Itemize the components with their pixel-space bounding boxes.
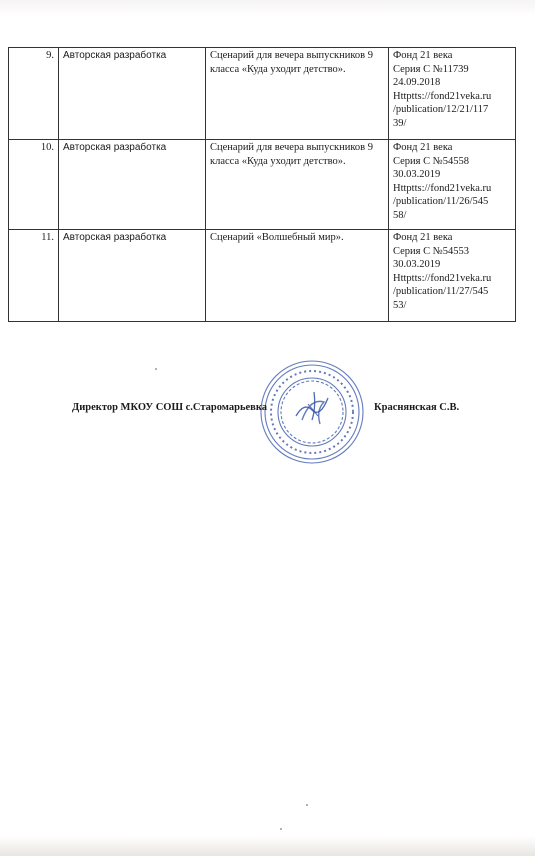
publication-info: Фонд 21 века Серия С №54553 30.03.2019 Httptts://fond21veka.ru /publication/11/27/545 53/ [389, 230, 516, 322]
row-number: 10. [9, 140, 59, 230]
director-name: Краснянская С.В. [374, 402, 460, 413]
table-row [9, 48, 516, 140]
work-title: Сценарий для вечера выпускников 9 класса «Куда уходит детство». [206, 140, 389, 230]
scan-bottom-edge [0, 836, 535, 856]
work-title: Сценарий «Волшебный мир». [206, 230, 389, 322]
publication-info: Фонд 21 века Серия С №11739 24.09.2018 Httptts://fond21veka.ru /publication/12/21/117 39/ [389, 48, 516, 140]
scan-speck [306, 804, 308, 806]
row-number: 9. [9, 48, 59, 140]
row-number: 11. [9, 230, 59, 322]
work-type: Авторская разработка [59, 48, 206, 140]
scan-speck [155, 368, 157, 370]
work-title: Сценарий для вечера выпускников 9 класса «Куда уходит детство». [206, 48, 389, 140]
work-type: Авторская разработка [59, 230, 206, 322]
publication-info: Фонд 21 века Серия С №54558 30.03.2019 Httptts://fond21veka.ru /publication/11/26/545 58/ [389, 140, 516, 230]
director-position: Директор МКОУ СОШ с.Старомарьевка [72, 402, 267, 413]
signature-block [0, 402, 535, 422]
scan-speck [280, 828, 282, 830]
scan-top-edge [0, 0, 535, 16]
work-type: Авторская разработка [59, 140, 206, 230]
publications-table [8, 47, 516, 322]
table-row [9, 140, 516, 230]
table-row [9, 230, 516, 322]
